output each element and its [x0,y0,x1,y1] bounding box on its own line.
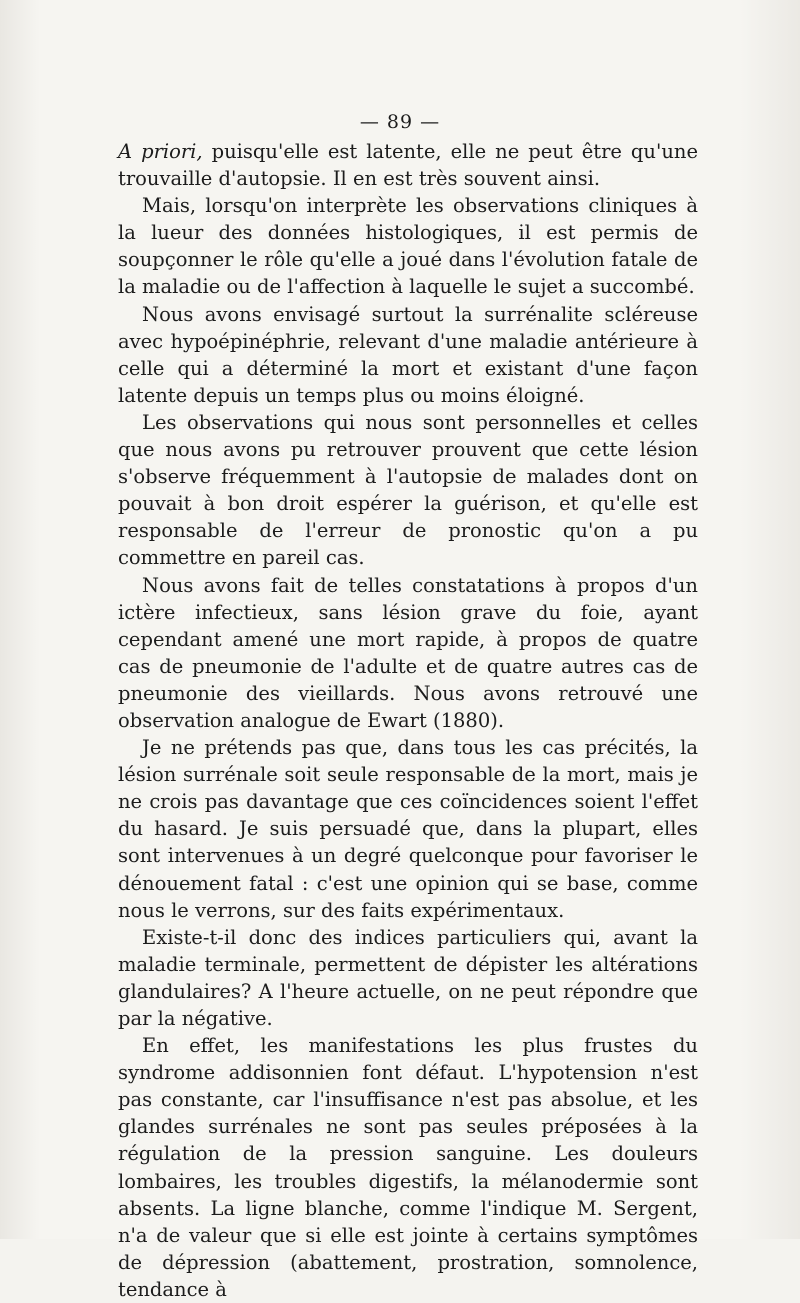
paragraph: Nous avons envisagé surtout la surrénalite scléreuse avec hypoépinéphrie, relevant d'une maladie antérieure à celle qui a déterminé la mort et existant d'une façon latente depuis un temps plus ou moins éloigné. [118,302,698,407]
page-number: — 89 — [359,111,441,133]
paragraph: Les observations qui nous sont personnelles et celles que nous avons pu retrouver prouvent que cette lésion s'observe fréquemment à l'autopsie de malades dont on pouvait à bon droit espérer la guérison, et qu'elle est responsable de l'erreur de pronostic qu'on a pu commettre en pareil cas. [118,410,698,570]
italic-lead: A priori, [118,140,203,163]
paragraph-text: puisqu'elle est latente, elle ne peut être qu'une trouvaille d'autopsie. Il en est très souvent ainsi. [118,140,698,191]
body-text [118,138,698,1303]
paragraph: Je ne prétends pas que, dans tous les cas précités, la lésion surrénale soit seule responsable de la mort, mais je ne crois pas davantage que ces coïncidences soient l'effet du hasard. Je suis persuadé que, dans la plupart, elles sont intervenues à un degré quelconque pour favoriser le dénouement fatal : c'est une opinion qui se base, comme nous le verrons, sur des faits expérimentaux. [118,736,698,922]
paragraph: En effet, les manifestations les plus frustes du syndrome addisonnien font défaut. L'hypotension n'est pas constante, car l'insuffisance n'est pas absolue, et les glandes surrénales ne sont pas seules préposées à la régulation de la pression sanguine. Les douleurs lombaires, les troubles digestifs, la mélanodermie sont absents. La ligne blanche, comme l'indique M. Sergent, n'a de valeur que si elle est jointe à certains symptômes de dépression (abattement, prostration, somnolence, tendance à [118,1034,698,1301]
paragraph: Mais, lorsqu'on interprète les observations cliniques à la lueur des données histologiques, il est permis de soupçonner le rôle qu'elle a joué dans l'évolution fatale de la maladie ou de l'affection à laquelle le sujet a succombé. [118,194,698,299]
paragraph: Nous avons fait de telles constatations à propos d'un ictère infectieux, sans lésion grave du foie, ayant cependant amené une mort rapide, à propos de quatre cas de pneumonie de l'adulte et de quatre autres cas de pneumonie des vieillards. Nous avons retrouvé une observation analogue de Ewart (1880). [118,573,698,732]
paragraph: Existe-t-il donc des indices particuliers qui, avant la maladie terminale, permettent de dépister les altérations glandulaires? A l'heure actuelle, on ne peut répondre que par la négative. [118,925,698,1030]
paragraph [118,138,698,192]
